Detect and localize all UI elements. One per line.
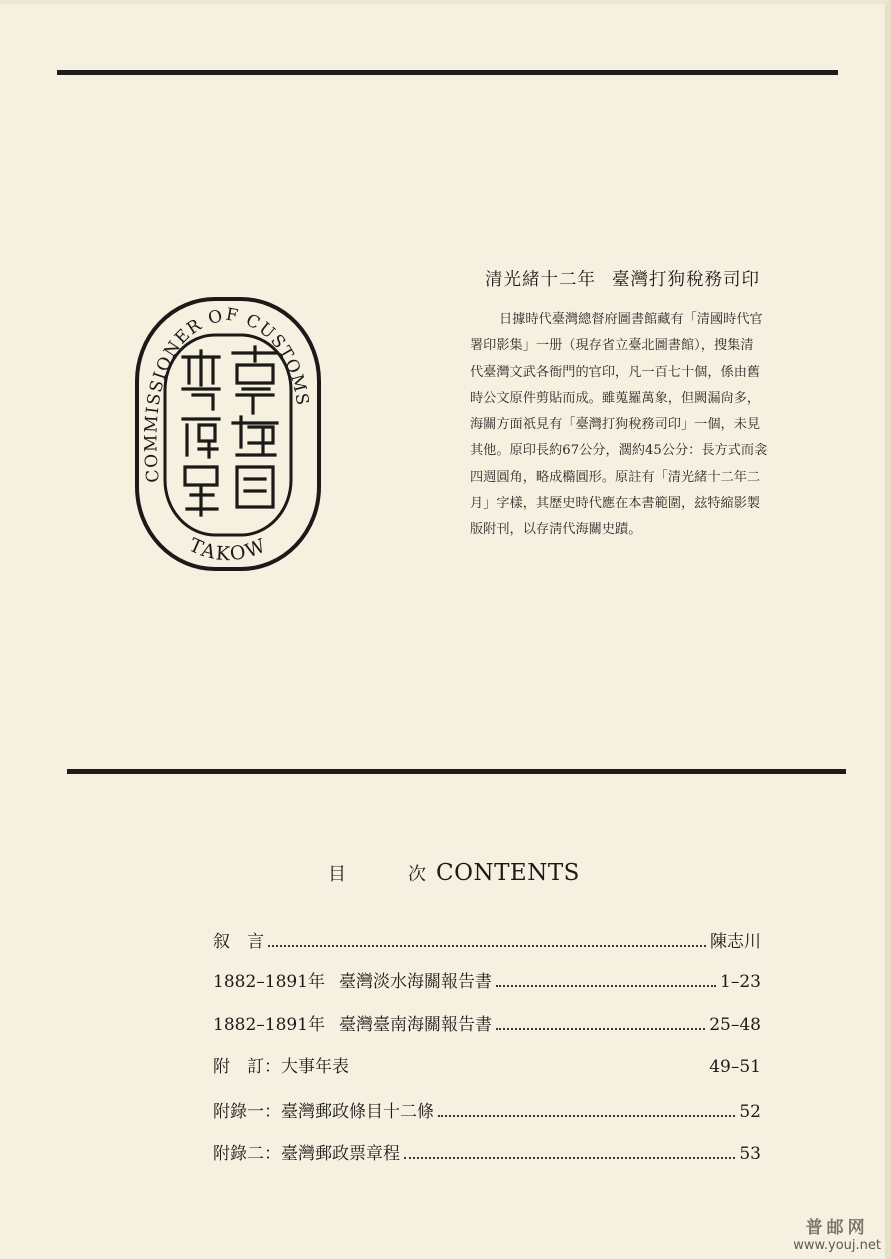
- watermark-url: www.youj.net: [793, 1238, 881, 1253]
- svg-text:TAKOW: [186, 534, 271, 565]
- caption-line: 其他。原印長約67公分，濶約45公分：長方式而衾: [470, 443, 768, 459]
- toc-page: 25–48: [709, 1015, 761, 1035]
- toc-entry-appendix-2[interactable]: [213, 1139, 761, 1165]
- caption-line: 四週圓角，略成橢圓形。原註有「清光緒十二年二: [470, 469, 761, 485]
- caption-line: 月」字樣，其歷史時代應在本書範圍，玆特縮影製: [470, 496, 761, 512]
- seal-caption-body: [470, 307, 846, 544]
- toc-year: 1882–1891年: [213, 972, 326, 992]
- toc-label: 附錄一：臺灣郵政條目十二條: [213, 1102, 434, 1122]
- caption-line: 署印影集」一册（現存省立臺北圖書館），搜集清: [470, 338, 754, 354]
- toc-entry-tainan-report[interactable]: [213, 1010, 761, 1036]
- toc-page: 52: [739, 1102, 761, 1122]
- contents-heading: [328, 860, 580, 886]
- toc-label: 附錄二：臺灣郵政票章程: [213, 1144, 400, 1164]
- contents-heading-en: CONTENTS: [436, 860, 580, 886]
- toc-entry-chronology[interactable]: [213, 1052, 761, 1078]
- toc-entry-tamsui-report[interactable]: [213, 967, 761, 993]
- customs-seal-image: [133, 295, 323, 573]
- toc-page: 陳志川: [710, 932, 761, 952]
- caption-line: 代臺灣文武各衙門的官印，凡一百七十個，係由舊: [470, 364, 761, 380]
- caption-seal-name: 臺灣打狗稅務司印: [612, 270, 760, 290]
- toc-page: 49–51: [709, 1057, 761, 1077]
- toc-year: 1882–1891年: [213, 1015, 326, 1035]
- toc-leader-dots: [268, 932, 706, 947]
- contents-heading-zh-1: 目: [328, 864, 346, 885]
- caption-line: 日據時代臺灣總督府圖書館藏有「清國時代官: [499, 312, 763, 327]
- middle-rule: [67, 769, 846, 774]
- contents-heading-zh-2: 次: [408, 864, 426, 885]
- watermark-name: 普邮网: [805, 1218, 869, 1238]
- toc-page: 1–23: [720, 972, 761, 992]
- toc-leader-dots: [404, 1144, 735, 1159]
- site-watermark: [793, 1213, 881, 1253]
- caption-reign: 清光緒十二年: [485, 270, 596, 290]
- caption-line: 海關方面祇見有「臺灣打狗稅務司印」一個，未見: [470, 417, 761, 433]
- toc-label: 臺灣臺南海關報告書: [339, 1015, 493, 1035]
- toc-leader-dots: [496, 972, 716, 987]
- top-rule: [57, 70, 838, 75]
- seal-arc-bottom-text: TAKOW: [185, 534, 271, 566]
- toc-page: 53: [739, 1144, 761, 1164]
- toc-label: 臺灣淡水海關報告書: [339, 972, 493, 992]
- toc-label: 叙 言: [213, 932, 264, 952]
- toc-entry-preface[interactable]: [213, 927, 761, 953]
- caption-line: 時公文原件剪貼而成。雖蒐羅萬象，但闕漏尙多，: [470, 390, 761, 406]
- seal-arc-top-text: COMMISSIONER OF CUSTOMS: [141, 304, 313, 484]
- toc-leader-dots: [438, 1102, 735, 1117]
- svg-text:COMMISSIONER OF CUSTOMS: [141, 305, 312, 484]
- toc-label: 附 訂：大事年表: [213, 1057, 349, 1077]
- toc-leader-dots: [496, 1015, 705, 1030]
- toc-leader-space: [353, 1057, 705, 1072]
- seal-caption-title: [485, 266, 845, 291]
- toc-entry-appendix-1[interactable]: [213, 1097, 761, 1123]
- caption-line: 版附刊，以存淸代海關史蹟。: [470, 522, 642, 538]
